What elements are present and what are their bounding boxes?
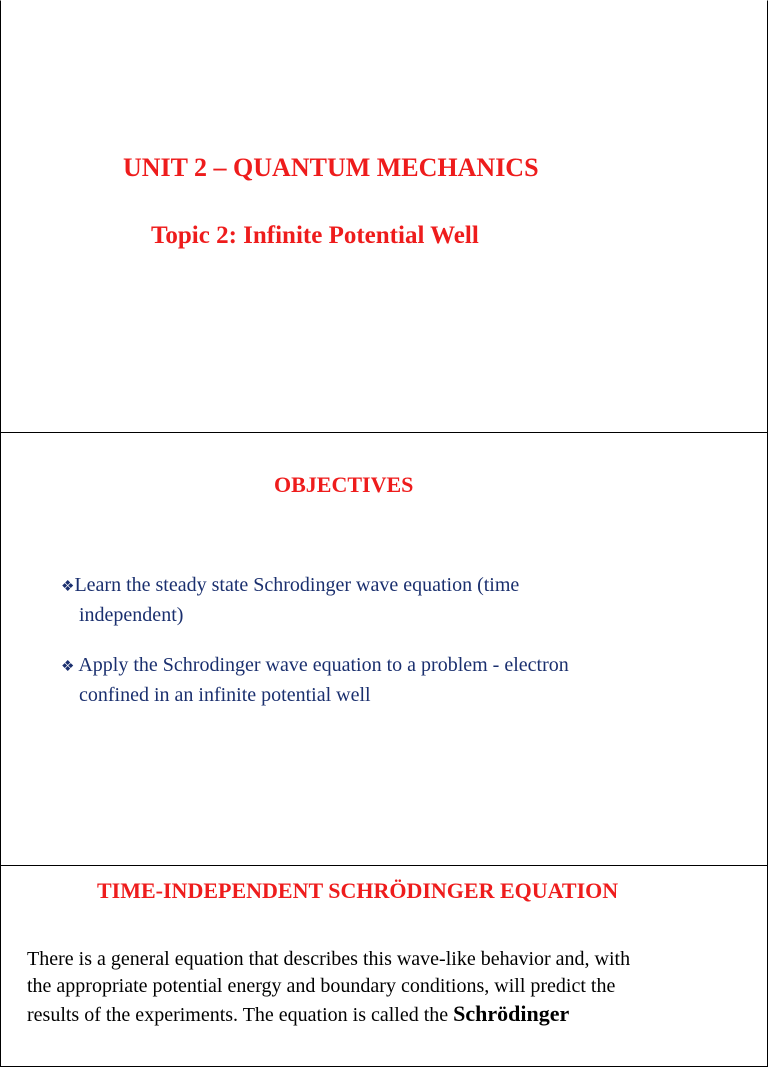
diamond-bullet-icon: ❖ bbox=[61, 579, 75, 595]
slide-title bbox=[0, 0, 768, 434]
bullet-text: Learn the steady state Schrodinger wave equation (time bbox=[74, 574, 520, 596]
objective-bullet bbox=[61, 651, 681, 709]
bullet-line bbox=[61, 571, 681, 601]
paragraph-line: There is a general equation that describes this wave-like behavior and, with bbox=[27, 948, 631, 970]
objectives-heading: OBJECTIVES bbox=[274, 472, 414, 497]
schrodinger-emphasis: Schrödinger bbox=[453, 1001, 570, 1026]
paragraph-line: the appropriate potential energy and boundary conditions, will predict the bbox=[27, 975, 616, 997]
bullet-text-continued: independent) bbox=[79, 604, 184, 626]
slide-objectives bbox=[0, 432, 768, 867]
bullet-text-continued: confined in an infinite potential well bbox=[79, 684, 371, 706]
body-paragraph bbox=[27, 946, 747, 1029]
topic-title: Topic 2: Infinite Potential Well bbox=[151, 222, 479, 249]
slide-tise bbox=[0, 865, 768, 1067]
tise-heading: TIME-INDEPENDENT SCHRÖDINGER EQUATION bbox=[97, 878, 619, 903]
paragraph-line bbox=[27, 1000, 747, 1029]
paragraph-text: results of the experiments. The equation is called the bbox=[27, 1004, 454, 1026]
diamond-bullet-icon: ❖ bbox=[61, 659, 75, 675]
bullet-text: Apply the Schrodinger wave equation to a problem - electron bbox=[74, 654, 569, 676]
objective-bullet bbox=[61, 571, 681, 629]
bullet-line bbox=[61, 651, 681, 681]
unit-title: UNIT 2 – QUANTUM MECHANICS bbox=[123, 153, 539, 182]
